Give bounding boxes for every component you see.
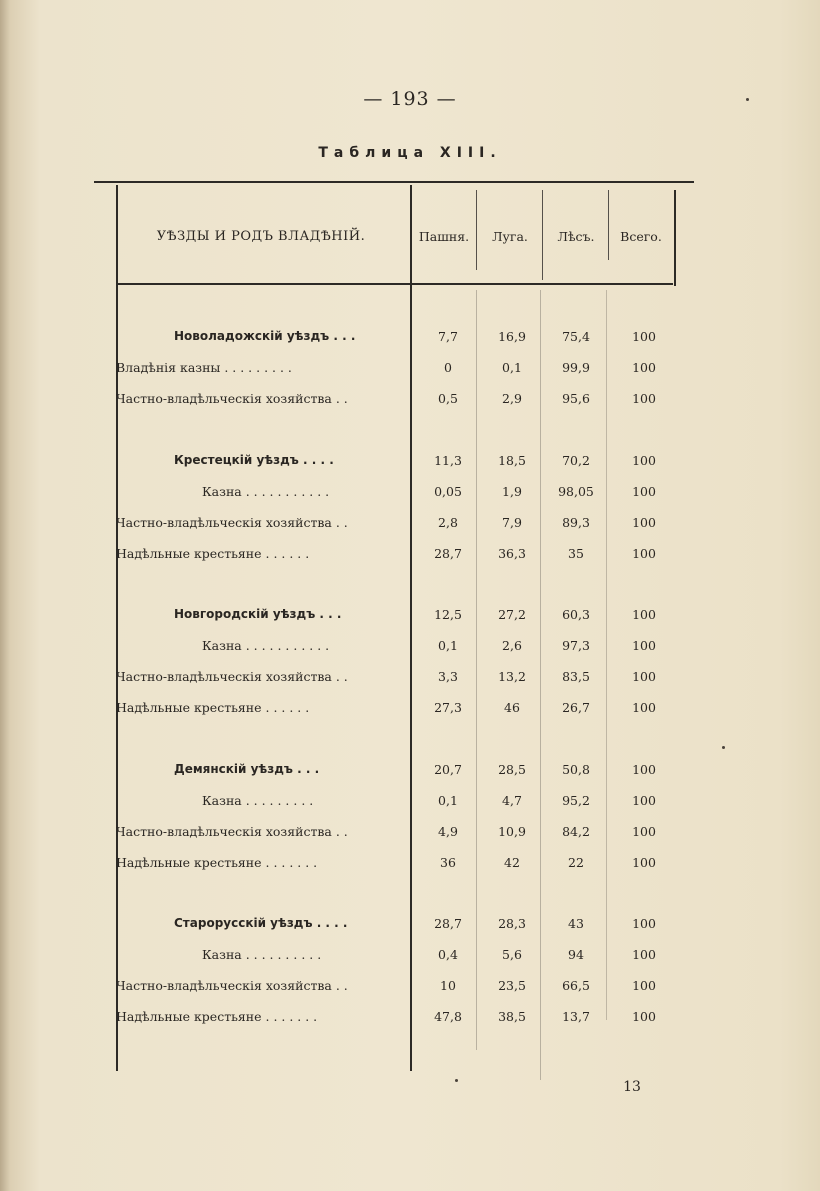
row-label: Надѣльные крестьяне . . . . . . .: [116, 855, 318, 870]
meadow-value: 4,7: [502, 793, 522, 808]
district-row: [110, 916, 680, 938]
arable-value: 0: [444, 360, 452, 375]
row-label: Демянскій уѣздъ . . .: [174, 762, 320, 776]
row-label: Казна . . . . . . . . .: [202, 793, 314, 808]
total-value: 100: [632, 391, 656, 406]
total-value: 100: [632, 916, 656, 931]
forest-value: 50,8: [562, 762, 590, 777]
page-speck: [722, 746, 725, 749]
meadow-value: 42: [504, 855, 520, 870]
row-label: Новгородскій уѣздъ . . .: [174, 607, 342, 621]
arable-value: 28,7: [434, 916, 462, 931]
table-row: [110, 360, 680, 382]
header-bottom-rule: [117, 283, 673, 285]
forest-value: 89,3: [562, 515, 590, 530]
forest-value: 60,3: [562, 607, 590, 622]
forest-value: 84,2: [562, 824, 590, 839]
meadow-value: 38,5: [498, 1009, 526, 1024]
row-label: Надѣльные крестьяне . . . . . .: [116, 700, 310, 715]
meadow-column-divider: [542, 190, 543, 280]
forest-value: 66,5: [562, 978, 590, 993]
forest-value: 43: [568, 916, 584, 931]
meadow-value: 27,2: [498, 607, 526, 622]
total-value: 100: [632, 515, 656, 530]
arable-value: 0,1: [438, 638, 458, 653]
header-arable-cell: Пашня.: [418, 229, 470, 244]
signature-mark: 13: [623, 1079, 641, 1095]
arable-value: 12,5: [434, 607, 462, 622]
arable-value: 28,7: [434, 546, 462, 561]
row-label: Новоладожскій уѣздъ . . .: [174, 329, 356, 343]
forest-value: 94: [568, 947, 584, 962]
arable-value: 2,8: [438, 515, 458, 530]
arable-value: 4,9: [438, 824, 458, 839]
total-value: 100: [632, 1009, 656, 1024]
row-label: Частно-владѣльческія хозяйства . .: [116, 515, 348, 530]
district-row: [110, 453, 680, 475]
total-value: 100: [632, 453, 656, 468]
table-top-rule: [94, 181, 694, 183]
meadow-value: 18,5: [498, 453, 526, 468]
total-value: 100: [632, 360, 656, 375]
total-value: 100: [632, 947, 656, 962]
total-value: 100: [632, 700, 656, 715]
row-label: Казна . . . . . . . . . . .: [202, 638, 330, 653]
row-label: Частно-владѣльческія хозяйства . .: [116, 824, 348, 839]
forest-value: 75,4: [562, 329, 590, 344]
row-label: Владѣнія казны . . . . . . . . .: [116, 360, 292, 375]
row-label: Казна . . . . . . . . . .: [202, 947, 322, 962]
meadow-value: 1,9: [502, 484, 522, 499]
table-row: [110, 391, 680, 413]
row-label: Частно-владѣльческія хозяйства . .: [116, 391, 348, 406]
row-label: Крестецкій уѣздъ . . . .: [174, 453, 334, 467]
forest-column-divider: [608, 190, 609, 260]
meadow-value: 23,5: [498, 978, 526, 993]
meadow-value: 28,5: [498, 762, 526, 777]
table-title: Таблица XIII.: [318, 145, 502, 161]
page-speck: [746, 98, 749, 101]
arable-value: 10: [440, 978, 456, 993]
table-row: [110, 824, 680, 846]
meadow-value: 0,1: [502, 360, 522, 375]
forest-value: 22: [568, 855, 584, 870]
district-row: [110, 762, 680, 784]
total-value: 100: [632, 855, 656, 870]
meadow-value: 5,6: [502, 947, 522, 962]
arable-value: 27,3: [434, 700, 462, 715]
table-row: [110, 978, 680, 1000]
meadow-value: 28,3: [498, 916, 526, 931]
row-label: Частно-владѣльческія хозяйства . .: [116, 978, 348, 993]
total-value: 100: [632, 546, 656, 561]
forest-value: 13,7: [562, 1009, 590, 1024]
arable-value: 20,7: [434, 762, 462, 777]
total-value: 100: [632, 824, 656, 839]
arable-column-divider: [476, 190, 477, 270]
forest-value: 83,5: [562, 669, 590, 684]
table-row: [110, 855, 680, 877]
forest-value: 95,6: [562, 391, 590, 406]
district-row: [110, 607, 680, 629]
table-row: [110, 1009, 680, 1031]
total-value: 100: [632, 607, 656, 622]
row-label: Надѣльные крестьяне . . . . . .: [116, 546, 310, 561]
arable-value: 0,5: [438, 391, 458, 406]
meadow-value: 10,9: [498, 824, 526, 839]
total-value: 100: [632, 978, 656, 993]
row-label: Надѣльные крестьяне . . . . . . .: [116, 1009, 318, 1024]
table-row: [110, 793, 680, 815]
meadow-value: 2,9: [502, 391, 522, 406]
table-row: [110, 546, 680, 568]
forest-value: 97,3: [562, 638, 590, 653]
table-row: [110, 484, 680, 506]
row-label: Казна . . . . . . . . . . .: [202, 484, 330, 499]
total-value: 100: [632, 762, 656, 777]
total-value: 100: [632, 793, 656, 808]
header-total-cell: Всего.: [620, 229, 662, 244]
forest-value: 99,9: [562, 360, 590, 375]
table-row: [110, 669, 680, 691]
arable-value: 11,3: [434, 453, 462, 468]
meadow-value: 46: [504, 700, 520, 715]
table-right-border: [674, 190, 676, 286]
district-row: [110, 329, 680, 351]
arable-value: 3,3: [438, 669, 458, 684]
total-value: 100: [632, 669, 656, 684]
meadow-value: 13,2: [498, 669, 526, 684]
forest-value: 35: [568, 546, 584, 561]
meadow-value: 2,6: [502, 638, 522, 653]
total-value: 100: [632, 329, 656, 344]
arable-value: 7,7: [438, 329, 458, 344]
forest-value: 26,7: [562, 700, 590, 715]
table-row: [110, 515, 680, 537]
arable-value: 36: [440, 855, 456, 870]
total-value: 100: [632, 638, 656, 653]
row-label: Старорусскій уѣздъ . . . .: [174, 916, 348, 930]
arable-value: 0,1: [438, 793, 458, 808]
arable-value: 47,8: [434, 1009, 462, 1024]
forest-value: 95,2: [562, 793, 590, 808]
page-number: — 193 —: [363, 88, 457, 110]
header-name-cell: УѢЗДЫ И РОДЪ ВЛАДѢНІЙ.: [156, 229, 366, 244]
table-row: [110, 638, 680, 660]
forest-value: 98,05: [558, 484, 594, 499]
meadow-value: 36,3: [498, 546, 526, 561]
table-row: [110, 700, 680, 722]
arable-value: 0,05: [434, 484, 462, 499]
forest-value: 70,2: [562, 453, 590, 468]
meadow-value: 16,9: [498, 329, 526, 344]
arable-value: 0,4: [438, 947, 458, 962]
meadow-value: 7,9: [502, 515, 522, 530]
page-speck: [455, 1079, 458, 1082]
total-value: 100: [632, 484, 656, 499]
row-label: Частно-владѣльческія хозяйства . .: [116, 669, 348, 684]
header-forest-cell: Лѣсъ.: [557, 229, 595, 244]
header-meadow-cell: Луга.: [492, 229, 528, 244]
table-row: [110, 947, 680, 969]
